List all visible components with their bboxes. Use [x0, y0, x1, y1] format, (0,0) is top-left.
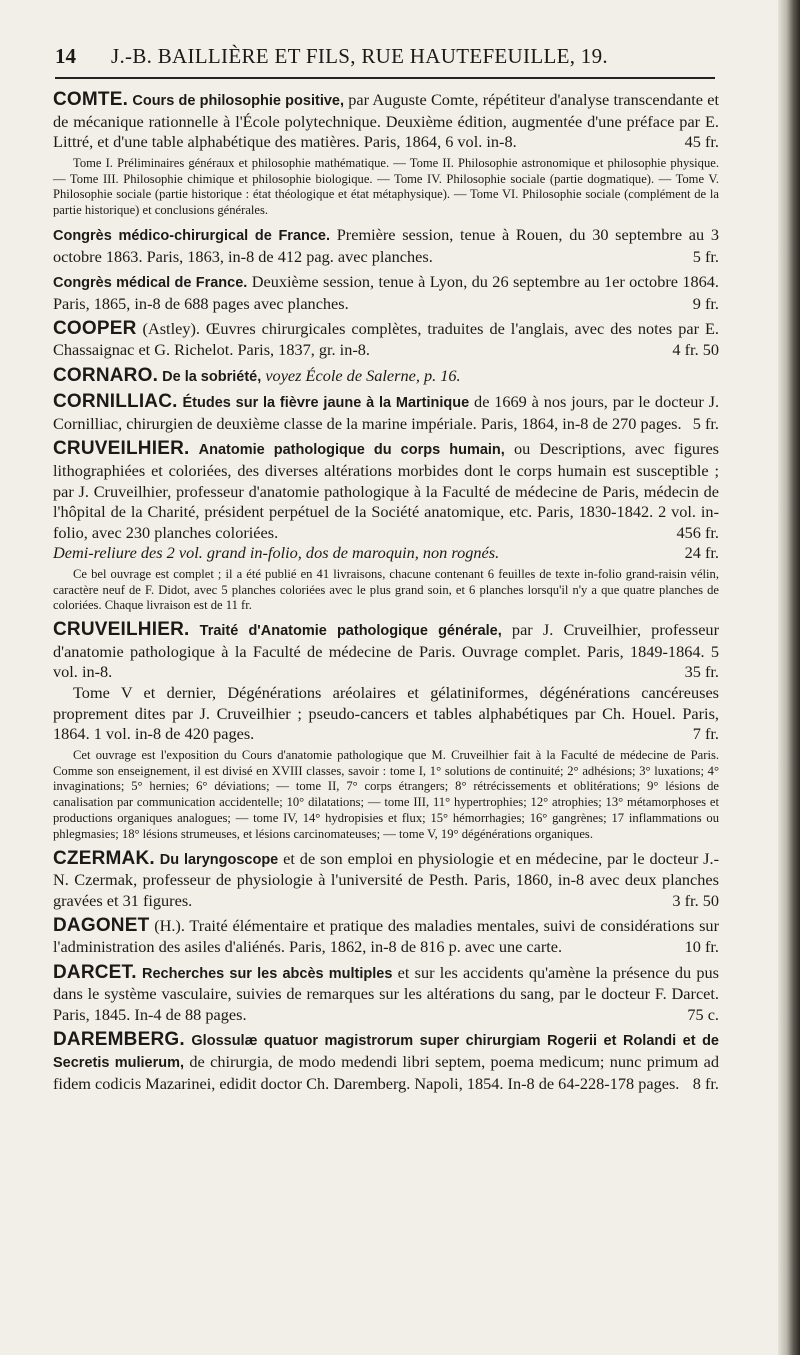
entry-text: par Auguste Comte, répétiteur d'analyse transcendante et de mécanique rationnelle à l'École polytechnique. Deuxième édition, augmentée d'une préface par E. Littré, et d'une table alphabétique des matières. Paris, 1864, 6 vol. in-8.	[53, 90, 719, 152]
page-header	[55, 44, 713, 76]
entry-text: et de son emploi en physiologie et en médecine, par le docteur J.-N. Czermak, professeur de physiologie à l'université de Pesth. Paris, 1860, in-8 avec deux planches gravées et 31 figures.	[53, 848, 719, 910]
work-title: Congrès médical de France.	[53, 275, 248, 292]
price: 8 fr.	[692, 1073, 719, 1093]
publisher-line: J.-B. BAILLIÈRE ET FILS, RUE HAUTEFEUILLE, 19.	[111, 44, 608, 68]
header-rule	[55, 77, 715, 79]
entry-daremberg	[53, 1030, 719, 1094]
entry-darcet	[53, 963, 719, 1026]
entry-text: de 1669 à nos jours, par le docteur J. Cornilliac, chirurgien de deuxième classe de la marine impériale. Paris, 1864, in-8 de 270 pages.	[53, 392, 720, 433]
entry-note: Ce bel ouvrage est complet ; il a été publié en 41 livraisons, chacune contenant 6 feuilles de texte in-folio grand-raisin vélin, caractère neuf de F. Didot, avec 5 planches coloriées avec le plus grand soin, et 6 planches lorsqu'il n'y a que quatre planches de coloriées. Chaque livraison est de 11 fr.	[53, 566, 719, 613]
entry-note: Cet ouvrage est l'exposition du Cours d'anatomie pathologique que M. Cruveilhier fait à la Faculté de médecine de Paris. Comme son enseignement, il est divisé en XVIII classes, savoir : tome I, 1° solutions de continuité; 2° adhésions; 3° luxations; 4° invaginations; 5° hernies; 6° déviations; — tome II, 7° corps étrangers; 8° rétrécissements et oblitérations; 9° lésions de canalisation par communication accidentelle; 10° dilatations; — tome III, 11° hypertrophies; 12° atrophies; 13° métamorphoses et productions organiques analogues; — tome IV, 14° hydropisies et flux; 15° hémorrhagies; 16° gangrènes; 17 inflammations ou phlegmasies; 18° lésions strumeuses, et lésions carcinomateuses; — tome V, 19° dégénérations organiques.	[53, 747, 719, 841]
author-name: COOPER	[53, 318, 137, 340]
entry-comte	[53, 90, 719, 219]
author-name: CORNILLIAC.	[53, 391, 178, 413]
entry-text: (H.). Traité élémentaire et pratique des maladies mentales, suivi de considérations sur l'administration des asiles d'aliénés. Paris, 1862, in-8 de 816 p. avec une carte.	[53, 916, 719, 956]
price: 4 fr. 50	[672, 339, 719, 359]
entry-text: de chirurgia, de modo medendi libri septem, poema medicum; nunc primum ad fidem codicis Mazarinei, edidit doctor Ch. Daremberg. Napoli, 1854. In-8 de 64-228-178 pages.	[53, 1051, 719, 1093]
entry-cornilliac	[53, 392, 719, 434]
work-title: Anatomie pathologique du corps humain,	[198, 442, 505, 459]
work-title: Du laryngoscope	[159, 851, 279, 868]
work-title: Recherches sur les abcès multiples	[141, 965, 393, 982]
price: 35 fr.	[684, 662, 719, 682]
author-name: CRUVEILHIER.	[53, 619, 190, 641]
entry-czermak	[53, 849, 719, 912]
price: 5 fr.	[692, 413, 719, 433]
entry-cornaro	[53, 366, 719, 388]
entry-cruveilhier-traite	[53, 620, 719, 842]
entry-text: voyez École de Salerne, p. 16.	[265, 365, 461, 385]
page-number: 14	[55, 44, 76, 68]
catalog-entries	[53, 90, 719, 1099]
entry-text: et sur les accidents qu'amène la présence du pus dans le système vasculaire, suivies de remarques sur les altérations du sang, par le docteur F. Darcet. Paris, 1845. In-4 de 88 pages.	[53, 962, 719, 1024]
price: 456 fr.	[676, 522, 719, 542]
entry-cruveilhier-anatomie	[53, 439, 719, 614]
author-name: DAREMBERG.	[53, 1029, 185, 1051]
entry-text: Deuxième session, tenue à Lyon, du 26 septembre au 1er octobre 1864. Paris, 1865, in-8 de 688 pages avec planches.	[53, 272, 719, 313]
entry-text: ou Descriptions, avec figures lithographiées et coloriées, des diverses altérations morbides dont le corps humain est susceptible ; par J. Cruveilhier, professeur d'anatomie pathologique à la Faculté de médecine de Paris, médecin de l'hôpital de la Charité, président perpétuel de la Société anatomique, etc. Paris, 1830-1842. 2 vol. in-folio, avec 230 planches coloriées.	[53, 439, 720, 542]
author-name: CORNARO.	[53, 364, 159, 386]
price: 10 fr.	[684, 936, 719, 956]
author-name: CRUVEILHIER.	[53, 438, 190, 460]
work-title: De la sobriété,	[162, 368, 262, 385]
work-title: Congrès médico-chirurgical de France.	[53, 227, 331, 244]
entry-note: Tome I. Préliminaires généraux et philosophie mathématique. — Tome II. Philosophie astronomique et philosophie physique. — Tome III. Philosophie chimique et philosophie biologique. — Tome IV. Philosophie sociale (partie dogmatique). — Tome V. Philosophie sociale (partie historique : état théologique et état métaphysique). — Tome VI. Philosophie sociale (complément de la partie historique) et conclusions générales.	[53, 155, 719, 218]
entry-congres-1863	[53, 225, 719, 267]
extra-price: 7 fr.	[692, 724, 719, 744]
work-title: Traité d'Anatomie pathologique générale,	[199, 623, 502, 640]
entry-cooper	[53, 319, 719, 360]
entry-text: par J. Cruveilhier, professeur d'anatomie pathologique à la Faculté de médecine de Paris. Ouvrage complet. Paris, 1849-1864. 5 vol. in-8.	[53, 620, 719, 682]
entry-dagonet	[53, 916, 719, 957]
extra-text: Tome V et dernier, Dégénérations aréolaires et gélatiniformes, dégénérations cancéreuses proprement dites par J. Cruveilhier ; pseudo-cancers et tables alphabétiques par Ch. Houel. Paris, 1864. 1 vol. in-8 de 420 pages.	[53, 683, 719, 744]
extra-text: Demi-reliure des 2 vol. grand in-folio, dos de maroquin, non rognés.	[53, 543, 500, 563]
entry-text: Première session, tenue à Rouen, du 30 septembre au 3 octobre 1863. Paris, 1863, in-8 de 412 pag. avec planches.	[53, 224, 719, 266]
page-edge-shadow	[778, 0, 800, 1355]
extra-price: 24 fr.	[684, 543, 719, 563]
author-name: COMTE.	[53, 89, 129, 110]
work-title: Études sur la fièvre jaune à la Martinique	[182, 395, 470, 412]
price: 75 c.	[687, 1004, 719, 1024]
entry-congres-1864	[53, 272, 719, 314]
work-title: Glossulæ quatuor magistrorum super chirurgiam Rogerii et Rolandi et de Secretis mulierum,	[53, 1033, 719, 1071]
author-name: CZERMAK.	[53, 847, 155, 869]
author-name: DAGONET	[53, 915, 150, 937]
work-title: Cours de philosophie positive,	[132, 93, 345, 109]
author-name: DARCET.	[53, 961, 137, 983]
price: 45 fr.	[684, 132, 719, 152]
price: 9 fr.	[692, 293, 719, 313]
price: 3 fr. 50	[672, 890, 719, 910]
entry-text: (Astley). Œuvres chirurgicales complètes, traduites de l'anglais, avec des notes par E. Chassaignac et G. Richelot. Paris, 1837, gr. in-8.	[53, 319, 719, 359]
price: 5 fr.	[692, 246, 719, 266]
